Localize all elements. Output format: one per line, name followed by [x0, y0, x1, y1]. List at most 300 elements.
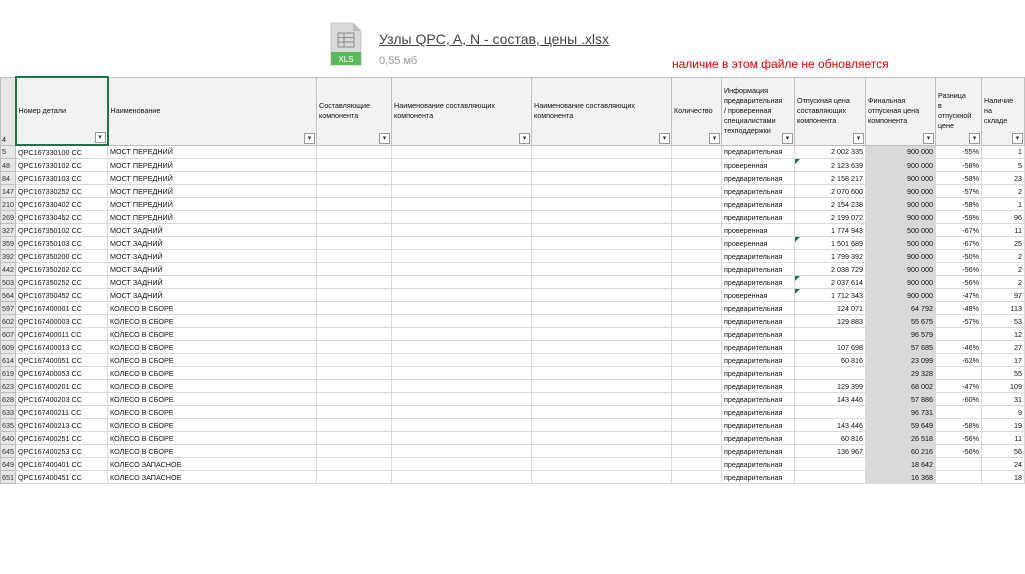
component-names-cell[interactable] — [392, 289, 532, 302]
info-cell[interactable]: предварительная — [722, 406, 795, 419]
part-number-cell[interactable]: QPC167400211 CC — [16, 406, 108, 419]
component-names-cell[interactable] — [392, 328, 532, 341]
part-number-cell[interactable]: QPC167400203 CC — [16, 393, 108, 406]
component-price-cell[interactable]: 1 799 392 — [795, 250, 866, 263]
spreadsheet-grid[interactable] — [0, 76, 1024, 482]
component-names-cell[interactable] — [532, 145, 672, 159]
info-cell[interactable]: предварительная — [722, 145, 795, 159]
quantity-cell[interactable] — [672, 276, 722, 289]
component-names-cell[interactable] — [392, 406, 532, 419]
final-price-cell[interactable]: 68 002 — [866, 380, 936, 393]
filter-dropdown-icon[interactable]: ▾ — [304, 133, 315, 144]
quantity-cell[interactable] — [672, 250, 722, 263]
price-diff-cell[interactable]: -58% — [936, 172, 982, 185]
filter-dropdown-icon[interactable]: ▾ — [95, 132, 106, 143]
quantity-cell[interactable] — [672, 224, 722, 237]
part-number-cell[interactable]: QPC167400201 CC — [16, 380, 108, 393]
component-names-cell[interactable] — [532, 276, 672, 289]
quantity-cell[interactable] — [672, 185, 722, 198]
row-number[interactable]: 649 — [2, 459, 14, 469]
components-cell[interactable] — [317, 432, 392, 445]
component-price-cell[interactable]: 2 070 600 — [795, 185, 866, 198]
info-cell[interactable]: предварительная — [722, 380, 795, 393]
filter-dropdown-icon[interactable]: ▾ — [659, 133, 670, 144]
part-number-cell[interactable]: QPC167400001 CC — [16, 302, 108, 315]
final-price-cell[interactable]: 500 000 — [866, 237, 936, 250]
component-names-cell[interactable] — [392, 224, 532, 237]
price-diff-cell[interactable]: -60% — [936, 393, 982, 406]
quantity-cell[interactable] — [672, 393, 722, 406]
component-names-cell[interactable] — [392, 185, 532, 198]
price-diff-cell[interactable] — [936, 471, 982, 484]
components-cell[interactable] — [317, 406, 392, 419]
stock-cell[interactable]: 2 — [982, 250, 1025, 263]
components-cell[interactable] — [317, 380, 392, 393]
quantity-cell[interactable] — [672, 328, 722, 341]
stock-cell[interactable]: 2 — [982, 276, 1025, 289]
name-cell[interactable]: КОЛЕСО В СБОРЕ — [108, 393, 317, 406]
final-price-cell[interactable]: 18 642 — [866, 458, 936, 471]
info-cell[interactable]: проверенная — [722, 237, 795, 250]
price-diff-cell[interactable]: -50% — [936, 250, 982, 263]
part-number-cell[interactable]: QPC167400053 CC — [16, 367, 108, 380]
price-diff-cell[interactable]: -47% — [936, 289, 982, 302]
component-names-cell[interactable] — [532, 250, 672, 263]
price-diff-cell[interactable]: -67% — [936, 224, 982, 237]
part-number-cell[interactable]: QPC167400051 CC — [16, 354, 108, 367]
info-cell[interactable]: предварительная — [722, 419, 795, 432]
final-price-cell[interactable]: 900 000 — [866, 211, 936, 224]
component-names-cell[interactable] — [392, 263, 532, 276]
components-cell[interactable] — [317, 328, 392, 341]
part-number-cell[interactable]: QPC167330103 CC — [16, 172, 108, 185]
info-cell[interactable]: предварительная — [722, 341, 795, 354]
price-diff-cell[interactable]: -58% — [936, 159, 982, 172]
components-cell[interactable] — [317, 211, 392, 224]
component-names-cell[interactable] — [392, 393, 532, 406]
stock-cell[interactable]: 109 — [982, 380, 1025, 393]
price-diff-cell[interactable]: -58% — [936, 198, 982, 211]
name-cell[interactable]: КОЛЕСО В СБОРЕ — [108, 380, 317, 393]
info-cell[interactable]: предварительная — [722, 198, 795, 211]
component-price-cell[interactable] — [795, 458, 866, 471]
component-price-cell[interactable]: 2 038 729 — [795, 263, 866, 276]
row-number[interactable]: 210 — [2, 199, 14, 209]
stock-cell[interactable]: 9 — [982, 406, 1025, 419]
component-names-cell[interactable] — [392, 159, 532, 172]
final-price-cell[interactable]: 23 099 — [866, 354, 936, 367]
final-price-cell[interactable]: 96 579 — [866, 328, 936, 341]
component-names-cell[interactable] — [392, 354, 532, 367]
final-price-cell[interactable]: 96 731 — [866, 406, 936, 419]
part-number-cell[interactable]: QPC167350103 CC — [16, 237, 108, 250]
part-number-cell[interactable]: QPC167400401 CC — [16, 458, 108, 471]
component-price-cell[interactable]: 2 199 072 — [795, 211, 866, 224]
price-diff-cell[interactable] — [936, 458, 982, 471]
name-cell[interactable]: КОЛЕСО В СБОРЕ — [108, 432, 317, 445]
name-cell[interactable]: КОЛЕСО В СБОРЕ — [108, 328, 317, 341]
part-number-cell[interactable]: QPC167330100 CC — [16, 145, 108, 159]
component-names-cell[interactable] — [392, 211, 532, 224]
name-cell[interactable]: МОСТ ЗАДНИЙ — [108, 276, 317, 289]
name-cell[interactable]: КОЛЕСО В СБОРЕ — [108, 302, 317, 315]
component-names-cell[interactable] — [392, 471, 532, 484]
component-names-cell[interactable] — [392, 432, 532, 445]
row-number[interactable]: 327 — [2, 225, 14, 235]
row-number[interactable]: 607 — [2, 329, 14, 339]
component-names-cell[interactable] — [392, 445, 532, 458]
name-cell[interactable]: МОСТ ПЕРЕДНИЙ — [108, 159, 317, 172]
component-price-cell[interactable]: 129 399 — [795, 380, 866, 393]
quantity-cell[interactable] — [672, 198, 722, 211]
component-names-cell[interactable] — [392, 250, 532, 263]
final-price-cell[interactable]: 900 000 — [866, 172, 936, 185]
component-names-cell[interactable] — [392, 419, 532, 432]
component-names-cell[interactable] — [532, 380, 672, 393]
quantity-cell[interactable] — [672, 315, 722, 328]
component-names-cell[interactable] — [532, 367, 672, 380]
stock-cell[interactable]: 25 — [982, 237, 1025, 250]
components-cell[interactable] — [317, 289, 392, 302]
component-names-cell[interactable] — [532, 406, 672, 419]
name-cell[interactable]: КОЛЕСО В СБОРЕ — [108, 445, 317, 458]
filter-dropdown-icon[interactable]: ▾ — [1012, 133, 1023, 144]
info-cell[interactable]: предварительная — [722, 172, 795, 185]
components-cell[interactable] — [317, 185, 392, 198]
components-cell[interactable] — [317, 393, 392, 406]
quantity-cell[interactable] — [672, 445, 722, 458]
components-cell[interactable] — [317, 145, 392, 159]
name-cell[interactable]: МОСТ ПЕРЕДНИЙ — [108, 198, 317, 211]
final-price-cell[interactable]: 900 000 — [866, 276, 936, 289]
component-names-cell[interactable] — [532, 445, 672, 458]
row-header[interactable]: 4 — [1, 77, 16, 145]
name-cell[interactable]: КОЛЕСО В СБОРЕ — [108, 419, 317, 432]
final-price-cell[interactable]: 64 792 — [866, 302, 936, 315]
components-cell[interactable] — [317, 250, 392, 263]
part-number-cell[interactable]: QPC167400251 CC — [16, 432, 108, 445]
stock-cell[interactable]: 31 — [982, 393, 1025, 406]
row-number[interactable]: 147 — [2, 186, 14, 196]
part-number-cell[interactable]: QPC167400011 CC — [16, 328, 108, 341]
quantity-cell[interactable] — [672, 419, 722, 432]
component-price-cell[interactable]: 1 712 343 — [795, 289, 866, 302]
info-cell[interactable]: предварительная — [722, 354, 795, 367]
name-cell[interactable]: МОСТ ЗАДНИЙ — [108, 250, 317, 263]
info-cell[interactable]: предварительная — [722, 458, 795, 471]
component-price-cell[interactable]: 2 154 238 — [795, 198, 866, 211]
price-diff-cell[interactable] — [936, 367, 982, 380]
row-number[interactable]: 392 — [2, 251, 14, 261]
stock-cell[interactable]: 53 — [982, 315, 1025, 328]
row-number[interactable]: 623 — [2, 381, 14, 391]
component-names-cell[interactable] — [532, 419, 672, 432]
name-cell[interactable]: МОСТ ЗАДНИЙ — [108, 289, 317, 302]
info-cell[interactable]: предварительная — [722, 276, 795, 289]
final-price-cell[interactable]: 900 000 — [866, 250, 936, 263]
final-price-cell[interactable]: 26 518 — [866, 432, 936, 445]
info-cell[interactable]: проверенная — [722, 224, 795, 237]
price-diff-cell[interactable]: -56% — [936, 276, 982, 289]
part-number-cell[interactable]: QPC167350252 CC — [16, 276, 108, 289]
stock-cell[interactable]: 56 — [982, 445, 1025, 458]
components-cell[interactable] — [317, 419, 392, 432]
component-price-cell[interactable]: 143 446 — [795, 419, 866, 432]
final-price-cell[interactable]: 29 328 — [866, 367, 936, 380]
component-price-cell[interactable] — [795, 471, 866, 484]
component-names-cell[interactable] — [392, 145, 532, 159]
row-number[interactable]: 609 — [2, 342, 14, 352]
price-diff-cell[interactable]: -57% — [936, 185, 982, 198]
stock-cell[interactable]: 113 — [982, 302, 1025, 315]
component-price-cell[interactable] — [795, 406, 866, 419]
quantity-cell[interactable] — [672, 302, 722, 315]
component-names-cell[interactable] — [532, 315, 672, 328]
quantity-cell[interactable] — [672, 354, 722, 367]
component-price-cell[interactable]: 124 071 — [795, 302, 866, 315]
info-cell[interactable]: предварительная — [722, 328, 795, 341]
final-price-cell[interactable]: 60 216 — [866, 445, 936, 458]
quantity-cell[interactable] — [672, 341, 722, 354]
component-names-cell[interactable] — [392, 315, 532, 328]
component-names-cell[interactable] — [392, 172, 532, 185]
quantity-cell[interactable] — [672, 237, 722, 250]
price-diff-cell[interactable]: -57% — [936, 315, 982, 328]
component-names-cell[interactable] — [532, 172, 672, 185]
info-cell[interactable]: предварительная — [722, 432, 795, 445]
components-cell[interactable] — [317, 172, 392, 185]
filter-dropdown-icon[interactable]: ▾ — [853, 133, 864, 144]
component-names-cell[interactable] — [532, 224, 672, 237]
quantity-cell[interactable] — [672, 367, 722, 380]
stock-cell[interactable]: 18 — [982, 471, 1025, 484]
quantity-cell[interactable] — [672, 263, 722, 276]
final-price-cell[interactable]: 900 000 — [866, 198, 936, 211]
quantity-cell[interactable] — [672, 145, 722, 159]
row-number[interactable]: 84 — [1, 172, 16, 185]
price-diff-cell[interactable]: -56% — [936, 432, 982, 445]
part-number-cell[interactable]: QPC167330402 CC — [16, 198, 108, 211]
filter-dropdown-icon[interactable]: ▾ — [923, 133, 934, 144]
component-names-cell[interactable] — [392, 276, 532, 289]
component-names-cell[interactable] — [532, 458, 672, 471]
stock-cell[interactable]: 11 — [982, 432, 1025, 445]
row-number[interactable]: 640 — [2, 433, 14, 443]
stock-cell[interactable]: 11 — [982, 224, 1025, 237]
stock-cell[interactable]: 12 — [982, 328, 1025, 341]
info-cell[interactable]: предварительная — [722, 471, 795, 484]
price-diff-cell[interactable]: -47% — [936, 380, 982, 393]
quantity-cell[interactable] — [672, 471, 722, 484]
price-diff-cell[interactable]: -67% — [936, 237, 982, 250]
quantity-cell[interactable] — [672, 159, 722, 172]
row-number[interactable]: 619 — [2, 368, 14, 378]
component-names-cell[interactable] — [532, 211, 672, 224]
info-cell[interactable]: предварительная — [722, 445, 795, 458]
info-cell[interactable]: предварительная — [722, 263, 795, 276]
file-name-link[interactable]: Узлы QPC, A, N - состав, цены .xlsx — [379, 31, 610, 47]
part-number-cell[interactable]: QPC167400213 CC — [16, 419, 108, 432]
info-cell[interactable]: проверенная — [722, 159, 795, 172]
stock-cell[interactable]: 17 — [982, 354, 1025, 367]
price-diff-cell[interactable]: -59% — [936, 211, 982, 224]
info-cell[interactable]: предварительная — [722, 367, 795, 380]
price-diff-cell[interactable]: -56% — [936, 445, 982, 458]
components-cell[interactable] — [317, 198, 392, 211]
part-number-cell[interactable]: QPC167400451 CC — [16, 471, 108, 484]
part-number-cell[interactable]: QPC167330252 CC — [16, 185, 108, 198]
component-price-cell[interactable]: 107 698 — [795, 341, 866, 354]
quantity-cell[interactable] — [672, 172, 722, 185]
row-number[interactable]: 633 — [2, 407, 14, 417]
name-cell[interactable]: МОСТ ПЕРЕДНИЙ — [108, 145, 317, 159]
stock-cell[interactable]: 5 — [982, 159, 1025, 172]
row-number[interactable]: 48 — [1, 159, 16, 172]
part-number-cell[interactable]: QPC167350202 CC — [16, 263, 108, 276]
quantity-cell[interactable] — [672, 380, 722, 393]
price-diff-cell[interactable]: -48% — [936, 302, 982, 315]
components-cell[interactable] — [317, 367, 392, 380]
component-price-cell[interactable]: 60 816 — [795, 354, 866, 367]
component-price-cell[interactable]: 136 967 — [795, 445, 866, 458]
filter-dropdown-icon[interactable]: ▾ — [782, 133, 793, 144]
final-price-cell[interactable]: 900 000 — [866, 159, 936, 172]
component-names-cell[interactable] — [532, 263, 672, 276]
info-cell[interactable]: предварительная — [722, 315, 795, 328]
row-number[interactable]: 628 — [2, 394, 14, 404]
final-price-cell[interactable]: 500 000 — [866, 224, 936, 237]
name-cell[interactable]: КОЛЕСО В СБОРЕ — [108, 406, 317, 419]
part-number-cell[interactable]: QPC167350200 CC — [16, 250, 108, 263]
row-number[interactable]: 635 — [2, 420, 14, 430]
quantity-cell[interactable] — [672, 289, 722, 302]
components-cell[interactable] — [317, 159, 392, 172]
part-number-cell[interactable]: QPC167330102 CC — [16, 159, 108, 172]
components-cell[interactable] — [317, 445, 392, 458]
component-names-cell[interactable] — [392, 458, 532, 471]
component-price-cell[interactable] — [795, 328, 866, 341]
part-number-cell[interactable]: QPC167400013 CC — [16, 341, 108, 354]
part-number-cell[interactable]: QPC167350102 CC — [16, 224, 108, 237]
component-price-cell[interactable]: 60 816 — [795, 432, 866, 445]
components-cell[interactable] — [317, 458, 392, 471]
stock-cell[interactable]: 1 — [982, 198, 1025, 211]
component-names-cell[interactable] — [392, 367, 532, 380]
component-price-cell[interactable]: 1 501 689 — [795, 237, 866, 250]
part-number-cell[interactable]: QPC167350452 CC — [16, 289, 108, 302]
component-names-cell[interactable] — [532, 354, 672, 367]
component-names-cell[interactable] — [532, 237, 672, 250]
component-price-cell[interactable]: 2 037 614 — [795, 276, 866, 289]
row-number[interactable]: 597 — [2, 303, 14, 313]
name-cell[interactable]: КОЛЕСО В СБОРЕ — [108, 354, 317, 367]
component-names-cell[interactable] — [532, 328, 672, 341]
name-cell[interactable]: МОСТ ЗАДНИЙ — [108, 263, 317, 276]
component-names-cell[interactable] — [532, 302, 672, 315]
row-number[interactable]: 442 — [2, 264, 14, 274]
component-names-cell[interactable] — [392, 198, 532, 211]
component-names-cell[interactable] — [532, 393, 672, 406]
component-price-cell[interactable]: 2 123 639 — [795, 159, 866, 172]
component-names-cell[interactable] — [532, 432, 672, 445]
row-number[interactable]: 614 — [2, 355, 14, 365]
info-cell[interactable]: предварительная — [722, 211, 795, 224]
final-price-cell[interactable]: 900 000 — [866, 185, 936, 198]
components-cell[interactable] — [317, 302, 392, 315]
stock-cell[interactable]: 2 — [982, 185, 1025, 198]
component-price-cell[interactable]: 129 883 — [795, 315, 866, 328]
stock-cell[interactable]: 96 — [982, 211, 1025, 224]
part-number-cell[interactable]: QPC167400003 CC — [16, 315, 108, 328]
name-cell[interactable]: КОЛЕСО ЗАПАСНОЕ — [108, 471, 317, 484]
stock-cell[interactable]: 1 — [982, 145, 1025, 159]
price-diff-cell[interactable]: -46% — [936, 341, 982, 354]
stock-cell[interactable]: 2 — [982, 263, 1025, 276]
component-price-cell[interactable]: 143 446 — [795, 393, 866, 406]
component-price-cell[interactable]: 1 774 943 — [795, 224, 866, 237]
quantity-cell[interactable] — [672, 432, 722, 445]
component-names-cell[interactable] — [532, 341, 672, 354]
price-diff-cell[interactable]: -56% — [936, 263, 982, 276]
final-price-cell[interactable]: 900 000 — [866, 145, 936, 159]
quantity-cell[interactable] — [672, 211, 722, 224]
row-number[interactable]: 651 — [2, 472, 14, 482]
row-number[interactable]: 359 — [2, 238, 14, 248]
components-cell[interactable] — [317, 237, 392, 250]
components-cell[interactable] — [317, 263, 392, 276]
component-names-cell[interactable] — [392, 341, 532, 354]
component-names-cell[interactable] — [532, 289, 672, 302]
name-cell[interactable]: МОСТ ЗАДНИЙ — [108, 224, 317, 237]
part-number-cell[interactable]: QPC167400253 CC — [16, 445, 108, 458]
component-names-cell[interactable] — [392, 302, 532, 315]
info-cell[interactable]: предварительная — [722, 185, 795, 198]
final-price-cell[interactable]: 16 368 — [866, 471, 936, 484]
component-names-cell[interactable] — [532, 198, 672, 211]
name-cell[interactable]: КОЛЕСО В СБОРЕ — [108, 341, 317, 354]
stock-cell[interactable]: 55 — [982, 367, 1025, 380]
stock-cell[interactable]: 19 — [982, 419, 1025, 432]
stock-cell[interactable]: 27 — [982, 341, 1025, 354]
row-number[interactable]: 269 — [2, 212, 14, 222]
final-price-cell[interactable]: 57 886 — [866, 393, 936, 406]
component-price-cell[interactable]: 2 002 335 — [795, 145, 866, 159]
final-price-cell[interactable]: 900 000 — [866, 263, 936, 276]
price-diff-cell[interactable] — [936, 328, 982, 341]
row-number[interactable]: 564 — [2, 290, 14, 300]
components-cell[interactable] — [317, 471, 392, 484]
components-cell[interactable] — [317, 224, 392, 237]
price-diff-cell[interactable]: -58% — [936, 419, 982, 432]
name-cell[interactable]: МОСТ ПЕРЕДНИЙ — [108, 211, 317, 224]
row-number[interactable]: 602 — [2, 316, 14, 326]
component-names-cell[interactable] — [532, 185, 672, 198]
info-cell[interactable]: предварительная — [722, 393, 795, 406]
component-price-cell[interactable] — [795, 367, 866, 380]
final-price-cell[interactable]: 57 685 — [866, 341, 936, 354]
quantity-cell[interactable] — [672, 458, 722, 471]
components-cell[interactable] — [317, 315, 392, 328]
name-cell[interactable]: МОСТ ПЕРЕДНИЙ — [108, 172, 317, 185]
filter-dropdown-icon[interactable]: ▾ — [519, 133, 530, 144]
component-price-cell[interactable]: 2 158 217 — [795, 172, 866, 185]
name-cell[interactable]: МОСТ ПЕРЕДНИЙ — [108, 185, 317, 198]
component-names-cell[interactable] — [392, 237, 532, 250]
price-diff-cell[interactable] — [936, 406, 982, 419]
component-names-cell[interactable] — [532, 471, 672, 484]
component-names-cell[interactable] — [532, 159, 672, 172]
stock-cell[interactable]: 23 — [982, 172, 1025, 185]
